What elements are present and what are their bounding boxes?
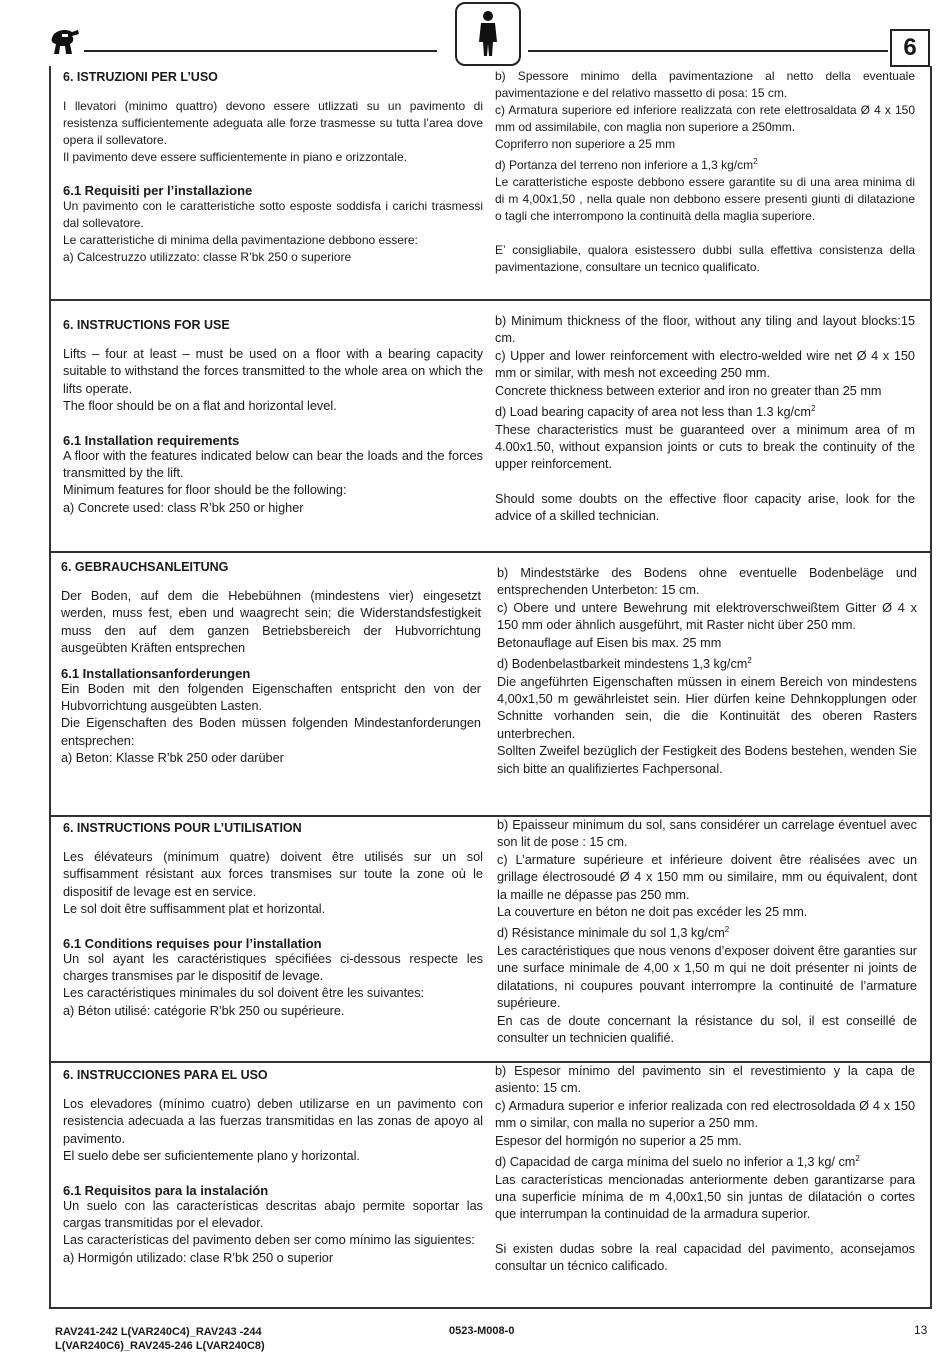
paragraph: a) Hormigón utilizado: clase R’bk 250 o superior [63,1250,334,1265]
subsection-title: 6.1 Installationsanforderungen [61,665,251,681]
paragraph: A floor with the features indicated below can bear the loads and the forces transmitted by the lift. [63,448,483,481]
paragraph: Die Eigenschaften des Boden müssen folgenden Mindestanforderungen entsprechen: [61,716,481,748]
paragraph: Les caractéristiques que nous venons d’exposer doivent être garanties sur une surface minimale de 4,00 x 1,50 m qui ne doit présenter ni joints de dilatations, ni coupures pouvant interrompre la continuité de l’armature supérieure. [497,944,917,1011]
paragraph: a) Concrete used: class R’bk 250 or higher [63,500,304,515]
paragraph: Les élévateurs (minimum quatre) doivent être utilisés sur un sol suffisamment résistant aux forces transmises sur toute la zone où le dispositif de levage est en service. [63,850,483,899]
footer-model-codes [55,1325,265,1353]
chapter-number: 6 [890,29,930,67]
spanish-right-column [495,1063,915,1276]
french-right-column [497,817,917,1048]
german-right-column [497,565,917,778]
paragraph: d) Portanza del terreno non inferiore a 1,3 $kg/cm^2$ [495,157,758,172]
paragraph: Should some doubts on the effective floor capacity arise, look for the advice of a skilled technician. [495,491,915,524]
page-number: 13 [914,1323,928,1337]
paragraph: a) Calcestruzzo utilizzato: classe R’bk 250 o superiore [63,250,352,264]
paragraph: The floor should be on a flat and horizontal level. [63,399,337,414]
paragraph: b) Mindeststärke des Bodens ohne eventuelle Bodenbeläge und entsprechenden Unterbeton: 15 cm. [497,566,917,598]
paragraph: Le caratteristiche di minima della pavimentazione debbono essere: [63,233,418,247]
paragraph: c) L’armature supérieure et inférieure doivent être réalisées avec un grillage électrosoudé Ø 4 x 150 mm ou similaire, mm ou équivalent, dont la maille ne dépasse pas 250 mm. [497,852,917,902]
operator-symbol-box [455,2,521,66]
spanish-left-column [63,1068,483,1267]
paragraph: Un sol ayant les caractéristiques spécifiées ci-dessous respecte les charges transmises par le dispositif de levage. [63,951,483,984]
section-french [51,815,930,1063]
paragraph: Copriferro non superiore a 25 mm [495,137,676,151]
english-right-column [495,313,915,526]
section-german [51,551,930,817]
paragraph: Espesor del hormigón no superior a 25 mm. [495,1133,742,1148]
paragraph: b) Espesor mínimo del pavimento sin el revestimiento y la capa de asiento: 15 cm. [495,1064,915,1096]
footer-model-line: RAV241-242 L(VAR240C4)_RAV243 -244 [55,1326,262,1338]
paragraph: c) Obere und untere Bewehrung mit elektroverschweißtem Gitter Ø 4 x 150 mm oder ähnlich ausgeführt, mit Raster nicht über 250 mm. [497,600,917,633]
paragraph: I llevatori (minimo quattro) devono essere utlizzati su un pavimento di resistenza sufficientemente adeguata alle forze trasmesse su tutta l’area dove opera il sollevatore. [63,99,483,147]
page-header [0,0,950,68]
section-title: 6. GEBRAUCHSANLEITUNG [61,560,229,574]
section-english [51,299,930,553]
paragraph: d) Résistance minimale du sol 1,3 $kg/cm^2$ [497,925,730,941]
person-icon [457,4,519,64]
paragraph: Ein Boden mit den folgenden Eigenschaften entspricht den von der Hubvorrichtung ausgeübten Lasten. [61,681,481,714]
paragraph: Las características del pavimento deben ser como mínimo las siguientes: [63,1233,475,1248]
paragraph: Lifts – four at least – must be used on a floor with a bearing capacity suitable to withstand the forces transmitted to the whole area on which the lifts operate. [63,347,483,396]
footer-doc-code: 0523-M008-0 [449,1325,515,1337]
section-spanish [51,1061,930,1309]
paragraph: Un pavimento con le caratteristiche sotto esposte soddisfa i carichi trasmessi dal sollevatore. [63,199,483,230]
section-title: 6. INSTRUCTIONS POUR L’UTILISATION [63,821,302,835]
paragraph: La couverture en béton ne doit pas excéder les 25 mm. [497,905,808,920]
paragraph: d) Capacidad de carga mínima del suelo no inferior a 1,3 kg/ $cm^2$ [495,1154,860,1170]
paragraph: E’ consigliabile, qualora esistessero dubbi sulla effettiva consistenza della pavimentazione, consultare un tecnico qualificato. [495,243,915,274]
paragraph: Un suelo con las características descritas abajo permite soportar las cargas transmitidas por el elevador. [63,1198,483,1231]
paragraph: c) Upper and lower reinforcement with electro-welded wire net Ø 4 x 150 mm or similar, with mesh not exceeding 250 mm. [495,348,915,381]
paragraph: c) Armatura superiore ed inferiore realizzata con rete elettrosaldata Ø 4 x 150 mm od assimilabile, con maglia non superiore a 250mm. [495,103,915,134]
header-rule-left [84,50,437,52]
paragraph: En cas de doute concernant la résistance du sol, il est conseillé de consulter un technicien qualifié. [497,1013,917,1046]
paragraph: a) Beton: Klasse R’bk 250 oder darüber [61,751,284,766]
content-frame [49,66,932,1309]
paragraph: El suelo debe ser suficientemente plano y horizontal. [63,1149,360,1164]
paragraph: Le sol doit être suffisamment plat et horizontal. [63,902,326,917]
italian-left-column [63,70,483,266]
paragraph: b) Minimum thickness of the floor, without any tiling and layout blocks:15 cm. [495,314,915,346]
paragraph: Die angeführten Eigenschaften müssen in einem Bereich von mindestens 4,00x1,50 m gewährleistet sein. Hier dürfen keine Dehnkopplungen oder Schnitte vorhanden sein, die die Kontinuität des oberen Rasters unterbrechen. [497,674,917,741]
paragraph: Il pavimento deve essere sufficientemente in piano e orizzontale. [63,150,407,164]
paragraph: d) Load bearing capacity of area not less than 1.3 $kg/cm^2$ [495,404,816,420]
german-left-column [61,560,481,768]
paragraph: Der Boden, auf dem die Hebebühnen (mindestens vier) eingesetzt werden, muss fest, eben und waagrecht sein; die Widerstandsfestigkeit muss den auf dem ganzen Betriebsbereich der Hubvorrichtung ausgeübten Kräften entsprechen [61,589,481,656]
subsection-title: 6.1 Installation requirements [63,432,240,448]
paragraph: These characteristics must be guaranteed over a minimum area of m 4.00x1.50, without expansion joints or cuts to break the continuity of the upper reinforcement. [495,422,915,472]
paragraph: Minimum features for floor should be the following: [63,483,347,498]
paragraph: Betonauflage auf Eisen bis max. 25 mm [497,635,722,650]
footer-model-line: L(VAR240C6)_RAV245-246 L(VAR240C8) [55,1340,265,1352]
paragraph: b) Epaisseur minimum du sol, sans considérer un carrelage éventuel avec son lit de pose : 15 cm. [497,818,917,850]
paragraph: c) Armadura superior e inferior realizada con red electrosoldada Ø 4 x 150 mm o similar, con malla no superior a 250 mm. [495,1098,915,1131]
paragraph: b) Spessore minimo della pavimentazione al netto della eventuale pavimentazione e del relativo massetto di posa: 15 cm. [495,69,915,100]
paragraph: Si existen dudas sobre la real capacidad del pavimento, aconsejamos consultar un técnico calificado. [495,1241,915,1274]
subsection-title: 6.1 Requisitos para la instalación [63,1182,269,1198]
paragraph: Les caractéristiques minimales du sol doivent être les suivantes: [63,986,425,1001]
italian-right-column [495,68,915,276]
section-title: 6. ISTRUZIONI PER L’USO [63,70,218,84]
brand-logo-icon [48,24,84,60]
header-rule-right [528,50,888,52]
paragraph: Sollten Zweifel bezüglich der Festigkeit des Bodens bestehen, wenden Sie sich bitte an qualifiziertes Fachpersonal. [497,744,917,776]
paragraph: Concrete thickness between exterior and iron no greater than 25 mm [495,383,882,398]
paragraph: Le caratteristiche esposte debbono essere garantite su di una area minima di di m 4,00x1,50 , nella quale non debbono essere presenti giunti di dilatazione o tagli che interrompono la continuità della maglia superiore. [495,175,915,223]
section-title: 6. INSTRUCCIONES PARA EL USO [63,1068,268,1082]
section-italian [51,66,930,299]
english-left-column [63,318,483,517]
subsection-title: 6.1 Requisiti per l’installazione [63,183,253,198]
paragraph: Los elevadores (mínimo cuatro) deben utilizarse en un pavimento con resistencia adecuada a las fuerzas transmitidas en las zonas de apoyo al pavimento. [63,1097,483,1146]
french-left-column [63,821,483,1020]
subsection-title: 6.1 Conditions requises pour l’installation [63,935,322,951]
paragraph: a) Béton utilisé: catégorie R’bk 250 ou supérieure. [63,1003,345,1018]
paragraph: d) Bodenbelastbarkeit mindestens 1,3 $kg/cm^2$ [497,656,752,672]
section-title: 6. INSTRUCTIONS FOR USE [63,318,230,332]
paragraph: Las características mencionadas anteriormente deben garantizarse para una superficie mínima de m 4,00x1,50 sin juntas de dilatación o cortes que interrumpan la continuidad de la armadura superior. [495,1172,915,1222]
